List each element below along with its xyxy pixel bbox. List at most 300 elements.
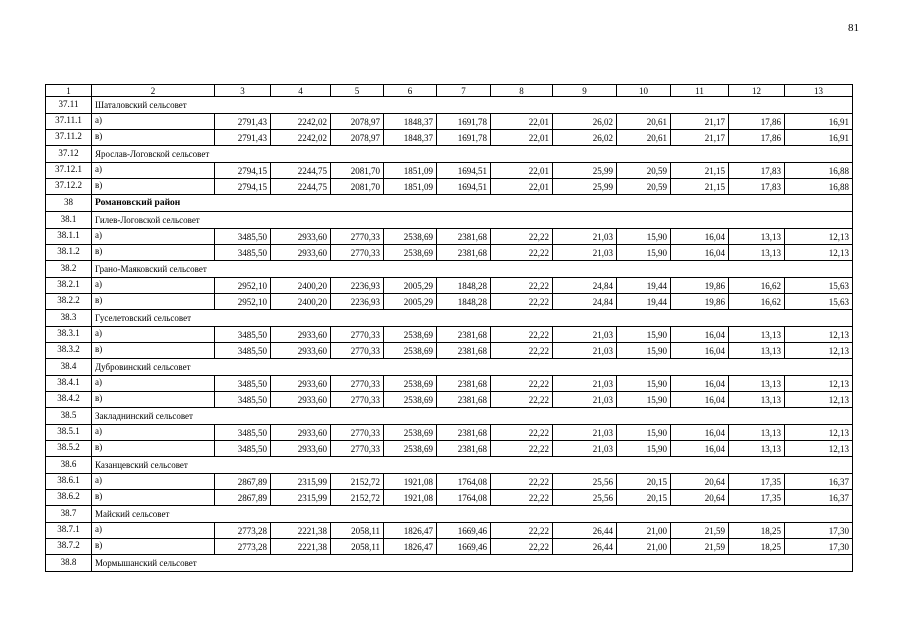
row-label: в) xyxy=(92,441,215,457)
value-cell: 17,86 xyxy=(729,130,785,146)
value-cell: 20,64 xyxy=(671,490,729,506)
value-cell: 21,59 xyxy=(671,523,729,539)
value-cell: 2770,33 xyxy=(331,441,384,457)
value-cell: 1764,08 xyxy=(437,474,491,490)
value-cell: 2236,93 xyxy=(331,278,384,294)
value-cell: 3485,50 xyxy=(215,229,271,245)
table-row xyxy=(46,376,853,392)
section-row xyxy=(46,457,853,474)
value-cell: 1848,28 xyxy=(437,278,491,294)
value-cell: 13,13 xyxy=(729,343,785,359)
value-cell: 16,62 xyxy=(729,278,785,294)
row-label: а) xyxy=(92,376,215,392)
column-number-header: 3 xyxy=(215,85,271,97)
value-cell: 2770,33 xyxy=(331,327,384,343)
value-cell: 17,30 xyxy=(785,539,853,555)
value-cell: 21,03 xyxy=(553,327,617,343)
value-cell: 19,44 xyxy=(617,294,671,310)
section-title: Гилев-Логовской сельсовет xyxy=(92,212,853,229)
value-cell: 2933,60 xyxy=(271,376,331,392)
value-cell: 19,44 xyxy=(617,278,671,294)
value-cell: 2221,38 xyxy=(271,539,331,555)
value-cell: 25,99 xyxy=(553,163,617,179)
value-cell: 21,15 xyxy=(671,179,729,195)
value-cell: 21,03 xyxy=(553,425,617,441)
column-number-header: 11 xyxy=(671,85,729,97)
value-cell: 2538,69 xyxy=(384,441,437,457)
section-code: 38.2 xyxy=(46,261,92,278)
table-row xyxy=(46,474,853,490)
row-code: 38.2.1 xyxy=(46,278,92,294)
value-cell: 16,04 xyxy=(671,245,729,261)
section-row xyxy=(46,212,853,229)
value-cell: 12,13 xyxy=(785,327,853,343)
section-title: Майский сельсовет xyxy=(92,506,853,523)
section-code: 38.3 xyxy=(46,310,92,327)
value-cell: 3485,50 xyxy=(215,343,271,359)
value-cell: 20,15 xyxy=(617,474,671,490)
section-row xyxy=(46,506,853,523)
row-label: в) xyxy=(92,294,215,310)
value-cell: 2242,02 xyxy=(271,130,331,146)
value-cell: 1851,09 xyxy=(384,163,437,179)
table-row xyxy=(46,523,853,539)
value-cell: 1848,37 xyxy=(384,130,437,146)
table-row xyxy=(46,539,853,555)
value-cell: 1851,09 xyxy=(384,179,437,195)
column-number-header: 1 xyxy=(46,85,92,97)
value-cell: 22,01 xyxy=(491,163,553,179)
section-title: Мормышанский сельсовет xyxy=(92,555,853,572)
table-row xyxy=(46,278,853,294)
value-cell: 1921,08 xyxy=(384,490,437,506)
column-number-header: 12 xyxy=(729,85,785,97)
value-cell: 16,91 xyxy=(785,114,853,130)
row-label: в) xyxy=(92,179,215,195)
value-cell: 16,88 xyxy=(785,163,853,179)
row-label: а) xyxy=(92,474,215,490)
value-cell: 19,86 xyxy=(671,294,729,310)
value-cell: 2005,29 xyxy=(384,278,437,294)
row-code: 38.1.1 xyxy=(46,229,92,245)
value-cell: 2538,69 xyxy=(384,425,437,441)
value-cell: 1694,51 xyxy=(437,179,491,195)
value-cell: 2933,60 xyxy=(271,327,331,343)
value-cell: 3485,50 xyxy=(215,392,271,408)
value-cell: 13,13 xyxy=(729,441,785,457)
value-cell: 22,22 xyxy=(491,343,553,359)
value-cell: 2381,68 xyxy=(437,343,491,359)
value-cell: 21,00 xyxy=(617,539,671,555)
table-row xyxy=(46,179,853,195)
value-cell: 1694,51 xyxy=(437,163,491,179)
column-number-header: 6 xyxy=(384,85,437,97)
value-cell: 16,37 xyxy=(785,490,853,506)
value-cell: 2400,20 xyxy=(271,294,331,310)
row-label: а) xyxy=(92,278,215,294)
value-cell: 2058,11 xyxy=(331,523,384,539)
value-cell: 22,22 xyxy=(491,278,553,294)
value-cell: 21,03 xyxy=(553,392,617,408)
value-cell: 2381,68 xyxy=(437,327,491,343)
row-code: 38.4.2 xyxy=(46,392,92,408)
value-cell: 12,13 xyxy=(785,229,853,245)
row-label: в) xyxy=(92,245,215,261)
value-cell: 17,35 xyxy=(729,490,785,506)
value-cell: 2791,43 xyxy=(215,130,271,146)
value-cell: 2315,99 xyxy=(271,490,331,506)
value-cell: 2538,69 xyxy=(384,229,437,245)
table-row xyxy=(46,163,853,179)
value-cell: 3485,50 xyxy=(215,425,271,441)
section-row xyxy=(46,261,853,278)
value-cell: 26,02 xyxy=(553,114,617,130)
column-number-header: 9 xyxy=(553,85,617,97)
value-cell: 22,22 xyxy=(491,490,553,506)
column-number-header: 5 xyxy=(331,85,384,97)
value-cell: 22,22 xyxy=(491,376,553,392)
value-cell: 26,02 xyxy=(553,130,617,146)
value-cell: 25,56 xyxy=(553,474,617,490)
table-row xyxy=(46,294,853,310)
section-title: Казанцевский сельсовет xyxy=(92,457,853,474)
row-label: в) xyxy=(92,343,215,359)
value-cell: 2867,89 xyxy=(215,490,271,506)
value-cell: 12,13 xyxy=(785,343,853,359)
value-cell: 20,61 xyxy=(617,114,671,130)
value-cell: 2933,60 xyxy=(271,343,331,359)
value-cell: 15,90 xyxy=(617,245,671,261)
value-cell: 22,22 xyxy=(491,474,553,490)
value-cell: 2867,89 xyxy=(215,474,271,490)
value-cell: 1848,28 xyxy=(437,294,491,310)
value-cell: 2221,38 xyxy=(271,523,331,539)
value-cell: 20,64 xyxy=(671,474,729,490)
value-cell: 17,83 xyxy=(729,179,785,195)
column-number-header: 4 xyxy=(271,85,331,97)
value-cell: 15,90 xyxy=(617,343,671,359)
value-cell: 16,04 xyxy=(671,425,729,441)
value-cell: 15,63 xyxy=(785,278,853,294)
value-cell: 2773,28 xyxy=(215,539,271,555)
table-row xyxy=(46,425,853,441)
value-cell: 26,44 xyxy=(553,523,617,539)
section-code: 38.1 xyxy=(46,212,92,229)
value-cell: 2538,69 xyxy=(384,245,437,261)
value-cell: 2152,72 xyxy=(331,490,384,506)
row-label: а) xyxy=(92,425,215,441)
value-cell: 1669,46 xyxy=(437,539,491,555)
value-cell: 20,61 xyxy=(617,130,671,146)
table-row xyxy=(46,130,853,146)
section-code: 38.6 xyxy=(46,457,92,474)
row-label: а) xyxy=(92,163,215,179)
tariff-table xyxy=(45,84,853,572)
row-label: а) xyxy=(92,327,215,343)
value-cell: 16,62 xyxy=(729,294,785,310)
value-cell: 22,22 xyxy=(491,425,553,441)
value-cell: 15,90 xyxy=(617,392,671,408)
value-cell: 2791,43 xyxy=(215,114,271,130)
value-cell: 1669,46 xyxy=(437,523,491,539)
value-cell: 2315,99 xyxy=(271,474,331,490)
section-code: 38.8 xyxy=(46,555,92,572)
page-number: 81 xyxy=(848,22,859,34)
value-cell: 16,04 xyxy=(671,343,729,359)
value-cell: 3485,50 xyxy=(215,376,271,392)
value-cell: 16,04 xyxy=(671,229,729,245)
row-code: 37.11.2 xyxy=(46,130,92,146)
table-row xyxy=(46,441,853,457)
value-cell: 2773,28 xyxy=(215,523,271,539)
value-cell: 2081,70 xyxy=(331,163,384,179)
section-code: 37.12 xyxy=(46,146,92,163)
value-cell: 25,99 xyxy=(553,179,617,195)
row-code: 38.3.1 xyxy=(46,327,92,343)
value-cell: 12,13 xyxy=(785,376,853,392)
value-cell: 2244,75 xyxy=(271,179,331,195)
value-cell: 13,13 xyxy=(729,327,785,343)
row-code: 37.12.2 xyxy=(46,179,92,195)
value-cell: 3485,50 xyxy=(215,441,271,457)
value-cell: 2381,68 xyxy=(437,229,491,245)
value-cell: 20,15 xyxy=(617,490,671,506)
row-code: 38.7.1 xyxy=(46,523,92,539)
value-cell: 22,22 xyxy=(491,523,553,539)
value-cell: 1826,47 xyxy=(384,539,437,555)
value-cell: 22,22 xyxy=(491,294,553,310)
district-title: Романовский район xyxy=(92,195,853,212)
value-cell: 22,01 xyxy=(491,179,553,195)
row-label: в) xyxy=(92,490,215,506)
value-cell: 2538,69 xyxy=(384,392,437,408)
row-code: 38.6.1 xyxy=(46,474,92,490)
value-cell: 2933,60 xyxy=(271,441,331,457)
value-cell: 2952,10 xyxy=(215,294,271,310)
value-cell: 22,22 xyxy=(491,539,553,555)
value-cell: 2538,69 xyxy=(384,327,437,343)
section-row xyxy=(46,408,853,425)
value-cell: 2078,97 xyxy=(331,130,384,146)
value-cell: 2244,75 xyxy=(271,163,331,179)
value-cell: 13,13 xyxy=(729,425,785,441)
section-row xyxy=(46,97,853,114)
value-cell: 2381,68 xyxy=(437,441,491,457)
value-cell: 21,03 xyxy=(553,441,617,457)
row-code: 38.2.2 xyxy=(46,294,92,310)
value-cell: 16,04 xyxy=(671,441,729,457)
value-cell: 22,22 xyxy=(491,392,553,408)
value-cell: 2933,60 xyxy=(271,229,331,245)
column-number-header: 8 xyxy=(491,85,553,97)
value-cell: 2933,60 xyxy=(271,245,331,261)
value-cell: 16,88 xyxy=(785,179,853,195)
row-label: в) xyxy=(92,392,215,408)
section-code: 38.5 xyxy=(46,408,92,425)
value-cell: 2952,10 xyxy=(215,278,271,294)
row-label: в) xyxy=(92,130,215,146)
section-title: Дубровинский сельсовет xyxy=(92,359,853,376)
value-cell: 16,91 xyxy=(785,130,853,146)
value-cell: 12,13 xyxy=(785,392,853,408)
district-row xyxy=(46,195,853,212)
value-cell: 2381,68 xyxy=(437,376,491,392)
value-cell: 2152,72 xyxy=(331,474,384,490)
value-cell: 13,13 xyxy=(729,245,785,261)
value-cell: 26,44 xyxy=(553,539,617,555)
row-label: а) xyxy=(92,523,215,539)
value-cell: 2933,60 xyxy=(271,425,331,441)
value-cell: 24,84 xyxy=(553,278,617,294)
value-cell: 13,13 xyxy=(729,229,785,245)
value-cell: 18,25 xyxy=(729,523,785,539)
value-cell: 2538,69 xyxy=(384,376,437,392)
column-number-header: 7 xyxy=(437,85,491,97)
value-cell: 13,13 xyxy=(729,376,785,392)
table-row xyxy=(46,392,853,408)
value-cell: 2081,70 xyxy=(331,179,384,195)
value-cell: 2242,02 xyxy=(271,114,331,130)
value-cell: 2538,69 xyxy=(384,343,437,359)
value-cell: 22,01 xyxy=(491,114,553,130)
value-cell: 24,84 xyxy=(553,294,617,310)
value-cell: 21,03 xyxy=(553,245,617,261)
section-code: 37.11 xyxy=(46,97,92,114)
table-row xyxy=(46,114,853,130)
value-cell: 2770,33 xyxy=(331,392,384,408)
value-cell: 2933,60 xyxy=(271,392,331,408)
section-title: Гуселетовский сельсовет xyxy=(92,310,853,327)
value-cell: 2770,33 xyxy=(331,425,384,441)
value-cell: 17,30 xyxy=(785,523,853,539)
value-cell: 2078,97 xyxy=(331,114,384,130)
row-code: 37.12.1 xyxy=(46,163,92,179)
row-code: 38.3.2 xyxy=(46,343,92,359)
value-cell: 1691,78 xyxy=(437,114,491,130)
value-cell: 2400,20 xyxy=(271,278,331,294)
value-cell: 2770,33 xyxy=(331,245,384,261)
row-code: 37.11.1 xyxy=(46,114,92,130)
section-title: Закладнинский сельсовет xyxy=(92,408,853,425)
value-cell: 2058,11 xyxy=(331,539,384,555)
value-cell: 20,59 xyxy=(617,179,671,195)
section-row xyxy=(46,146,853,163)
value-cell: 17,83 xyxy=(729,163,785,179)
value-cell: 21,17 xyxy=(671,130,729,146)
value-cell: 22,22 xyxy=(491,441,553,457)
value-cell: 15,90 xyxy=(617,425,671,441)
value-cell: 17,86 xyxy=(729,114,785,130)
row-code: 38.5.1 xyxy=(46,425,92,441)
section-code: 38.7 xyxy=(46,506,92,523)
value-cell: 16,04 xyxy=(671,392,729,408)
value-cell: 16,04 xyxy=(671,327,729,343)
value-cell: 21,03 xyxy=(553,343,617,359)
value-cell: 13,13 xyxy=(729,392,785,408)
value-cell: 3485,50 xyxy=(215,245,271,261)
row-code: 38.1.2 xyxy=(46,245,92,261)
value-cell: 22,22 xyxy=(491,327,553,343)
row-label: а) xyxy=(92,229,215,245)
value-cell: 20,59 xyxy=(617,163,671,179)
value-cell: 15,90 xyxy=(617,229,671,245)
value-cell: 3485,50 xyxy=(215,327,271,343)
value-cell: 15,90 xyxy=(617,441,671,457)
value-cell: 2381,68 xyxy=(437,392,491,408)
row-code: 38.4.1 xyxy=(46,376,92,392)
section-code: 38.4 xyxy=(46,359,92,376)
value-cell: 21,03 xyxy=(553,376,617,392)
value-cell: 15,63 xyxy=(785,294,853,310)
value-cell: 22,22 xyxy=(491,229,553,245)
value-cell: 2770,33 xyxy=(331,376,384,392)
section-title: Шаталовский сельсовет xyxy=(92,97,853,114)
section-row xyxy=(46,310,853,327)
value-cell: 1848,37 xyxy=(384,114,437,130)
value-cell: 2236,93 xyxy=(331,294,384,310)
value-cell: 2005,29 xyxy=(384,294,437,310)
value-cell: 19,86 xyxy=(671,278,729,294)
table-row xyxy=(46,327,853,343)
value-cell: 22,22 xyxy=(491,245,553,261)
value-cell: 21,15 xyxy=(671,163,729,179)
value-cell: 21,00 xyxy=(617,523,671,539)
column-number-header: 13 xyxy=(785,85,853,97)
table-header-row xyxy=(46,85,853,97)
value-cell: 18,25 xyxy=(729,539,785,555)
table-row xyxy=(46,245,853,261)
section-row xyxy=(46,359,853,376)
row-code: 38.5.2 xyxy=(46,441,92,457)
value-cell: 25,56 xyxy=(553,490,617,506)
value-cell: 15,90 xyxy=(617,327,671,343)
value-cell: 16,04 xyxy=(671,376,729,392)
row-code: 38.6.2 xyxy=(46,490,92,506)
section-title: Ярослав-Логовской сельсовет xyxy=(92,146,853,163)
value-cell: 2381,68 xyxy=(437,425,491,441)
value-cell: 1691,78 xyxy=(437,130,491,146)
value-cell: 17,35 xyxy=(729,474,785,490)
value-cell: 12,13 xyxy=(785,425,853,441)
value-cell: 21,59 xyxy=(671,539,729,555)
section-row xyxy=(46,555,853,572)
value-cell: 2794,15 xyxy=(215,163,271,179)
value-cell: 2770,33 xyxy=(331,229,384,245)
section-code: 38 xyxy=(46,195,92,212)
value-cell: 2770,33 xyxy=(331,343,384,359)
value-cell: 21,17 xyxy=(671,114,729,130)
table-row xyxy=(46,229,853,245)
value-cell: 15,90 xyxy=(617,376,671,392)
value-cell: 1764,08 xyxy=(437,490,491,506)
value-cell: 21,03 xyxy=(553,229,617,245)
value-cell: 1826,47 xyxy=(384,523,437,539)
value-cell: 22,01 xyxy=(491,130,553,146)
value-cell: 12,13 xyxy=(785,245,853,261)
row-label: в) xyxy=(92,539,215,555)
column-number-header: 2 xyxy=(92,85,215,97)
table-row xyxy=(46,490,853,506)
value-cell: 16,37 xyxy=(785,474,853,490)
section-title: Грано-Маяковский сельсовет xyxy=(92,261,853,278)
column-number-header: 10 xyxy=(617,85,671,97)
table-row xyxy=(46,343,853,359)
value-cell: 1921,08 xyxy=(384,474,437,490)
row-label: а) xyxy=(92,114,215,130)
value-cell: 12,13 xyxy=(785,441,853,457)
value-cell: 2794,15 xyxy=(215,179,271,195)
row-code: 38.7.2 xyxy=(46,539,92,555)
